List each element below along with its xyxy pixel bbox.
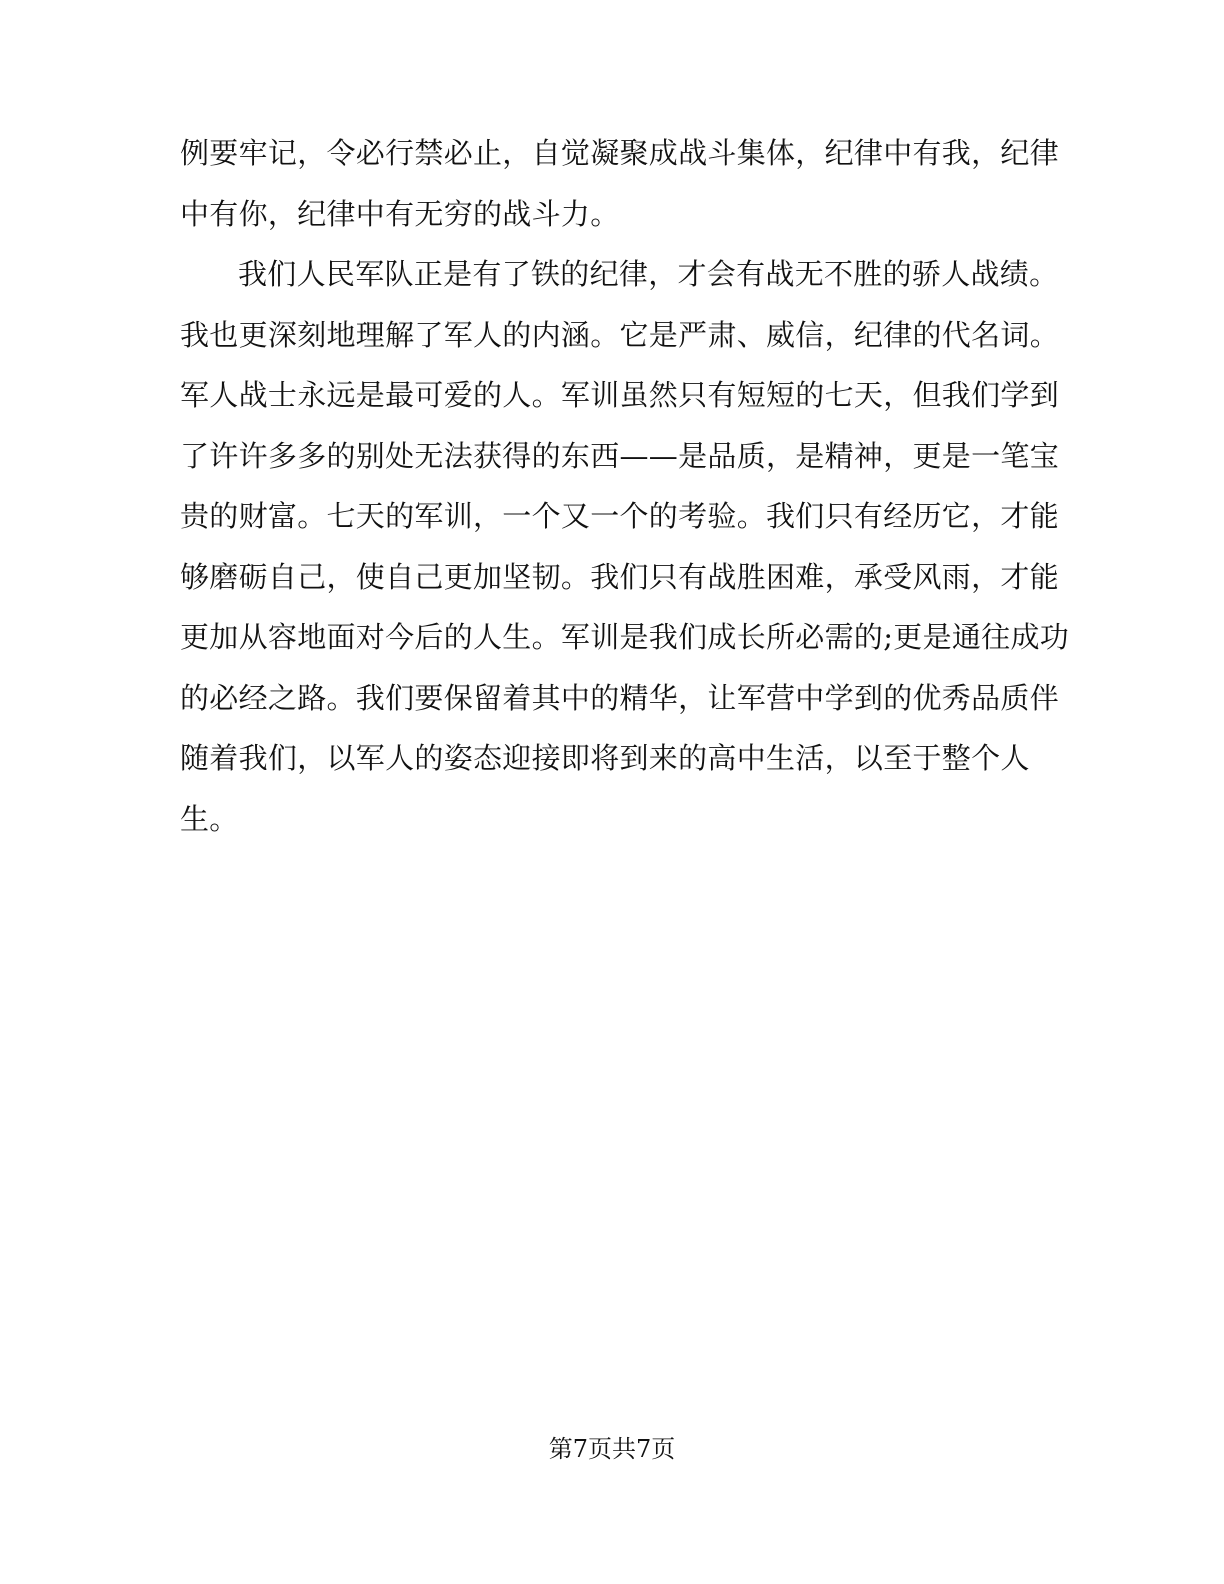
page-number-footer: 第7页共7页 (548, 1435, 676, 1463)
paragraph-1-line-2: 中有你，纪律中有无穷的战斗力。 (180, 196, 620, 231)
body-text (180, 123, 1070, 849)
paragraph-2-line-10: 生。 (180, 801, 239, 836)
paragraph-2-line-6: 够磨砺自己，使自己更加坚韧。我们只有战胜困难，承受风雨，才能 (180, 559, 1060, 594)
paragraph-2-line-3: 军人战士永远是最可爱的人。军训虽然只有短短的七天，但我们学到 (180, 378, 1060, 412)
paragraph-2-line-9: 随着我们，以军人的姿态迎接即将到来的高中生活，以至于整个人 (180, 741, 1030, 775)
paragraph-2-line-8: 的必经之路。我们要保留着其中的精华，让军营中学到的优秀品质伴 (180, 680, 1060, 715)
paragraph-2-line-2: 我也更深刻地理解了军人的内涵。它是严肃、威信，纪律的代名词。 (180, 317, 1060, 352)
paragraph-2-line-7: 更加从容地面对今后的人生。军训是我们成长所必需的;更是通往成功 (180, 620, 1070, 654)
paragraph-2-line-4: 了许许多多的别处无法获得的东西——是品质，是精神，更是一笔宝 (180, 438, 1060, 473)
paragraph-2-line-5: 贵的财富。七天的军训，一个又一个的考验。我们只有经历它，才能 (180, 499, 1060, 533)
paragraph-2-line-1: 我们人民军队正是有了铁的纪律，才会有战无不胜的骄人战绩。 (238, 257, 1059, 291)
paragraph-1-line-1: 例要牢记，令必行禁必止，自觉凝聚成战斗集体，纪律中有我，纪律 (180, 136, 1060, 170)
